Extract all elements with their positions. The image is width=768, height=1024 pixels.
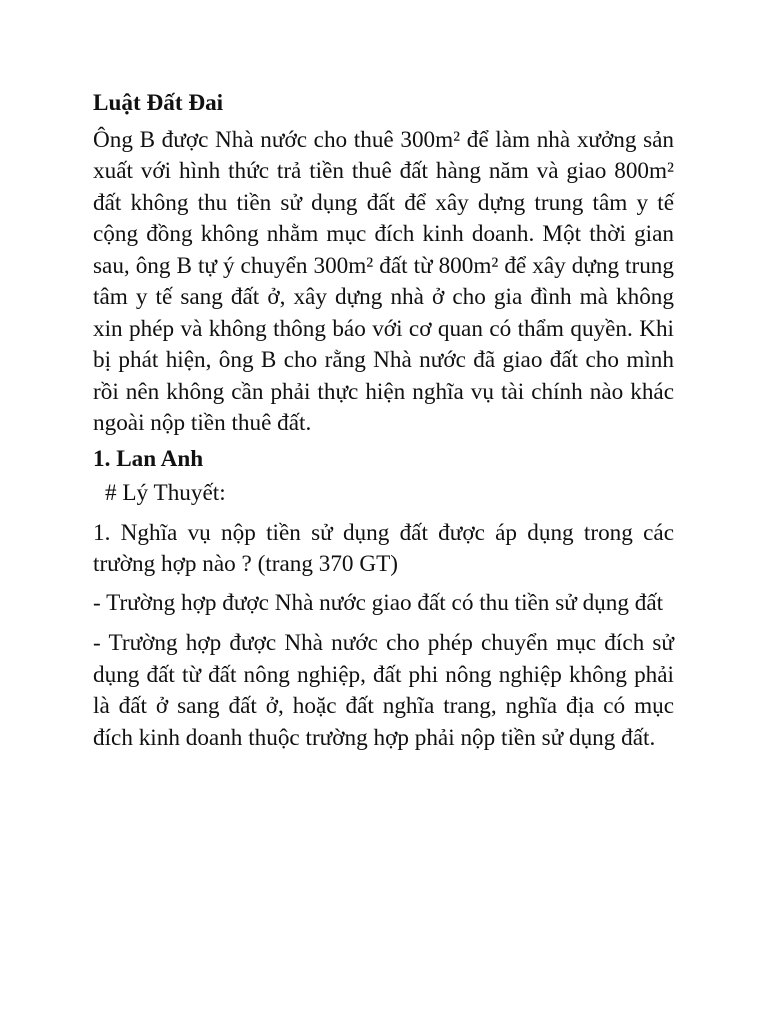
case-paragraph: Ông B được Nhà nước cho thuê 300m² để làm nhà xưởng sản xuất với hình thức trả tiền thuê đất hàng năm và giao 800m² đất không thu tiền sử dụng đất để xây dựng trung tâm y tế cộng đồng không nhằm mục đích kinh doanh. Một thời gian sau, ông B tự ý chuyển 300m² đất từ 800m² để xây dựng trung tâm y tế sang đất ở, xây dựng nhà ở cho gia đình mà không xin phép và không thông báo với cơ quan có thẩm quyền. Khi bị phát hiện, ông B cho rằng Nhà nước đã giao đất cho mình rồi nên không cần phải thực hiện nghĩa vụ tài chính nào khác ngoài nộp tiền thuê đất. [93,126,674,436]
question-paragraph: 1. Nghĩa vụ nộp tiền sử dụng đất được áp dụng trong các trường hợp nào ? (trang 370 GT) [93,519,674,577]
theory-label: # Lý Thuyết: [105,480,226,506]
document-title: Luật Đất Đai [93,90,224,116]
bullet-paragraph-2: - Trường hợp được Nhà nước cho phép chuyển mục đích sử dụng đất từ đất nông nghiệp, đất phi nông nghiệp không phải là đất ở sang đất ở, hoặc đất nghĩa trang, nghĩa địa có mục đích kinh doanh thuộc trường hợp phải nộp tiền sử dụng đất. [93,630,674,751]
section-heading: 1. Lan Anh [93,445,204,472]
bullet-paragraph-1: - Trường hợp được Nhà nước giao đất có thu tiền sử dụng đất [93,589,664,616]
